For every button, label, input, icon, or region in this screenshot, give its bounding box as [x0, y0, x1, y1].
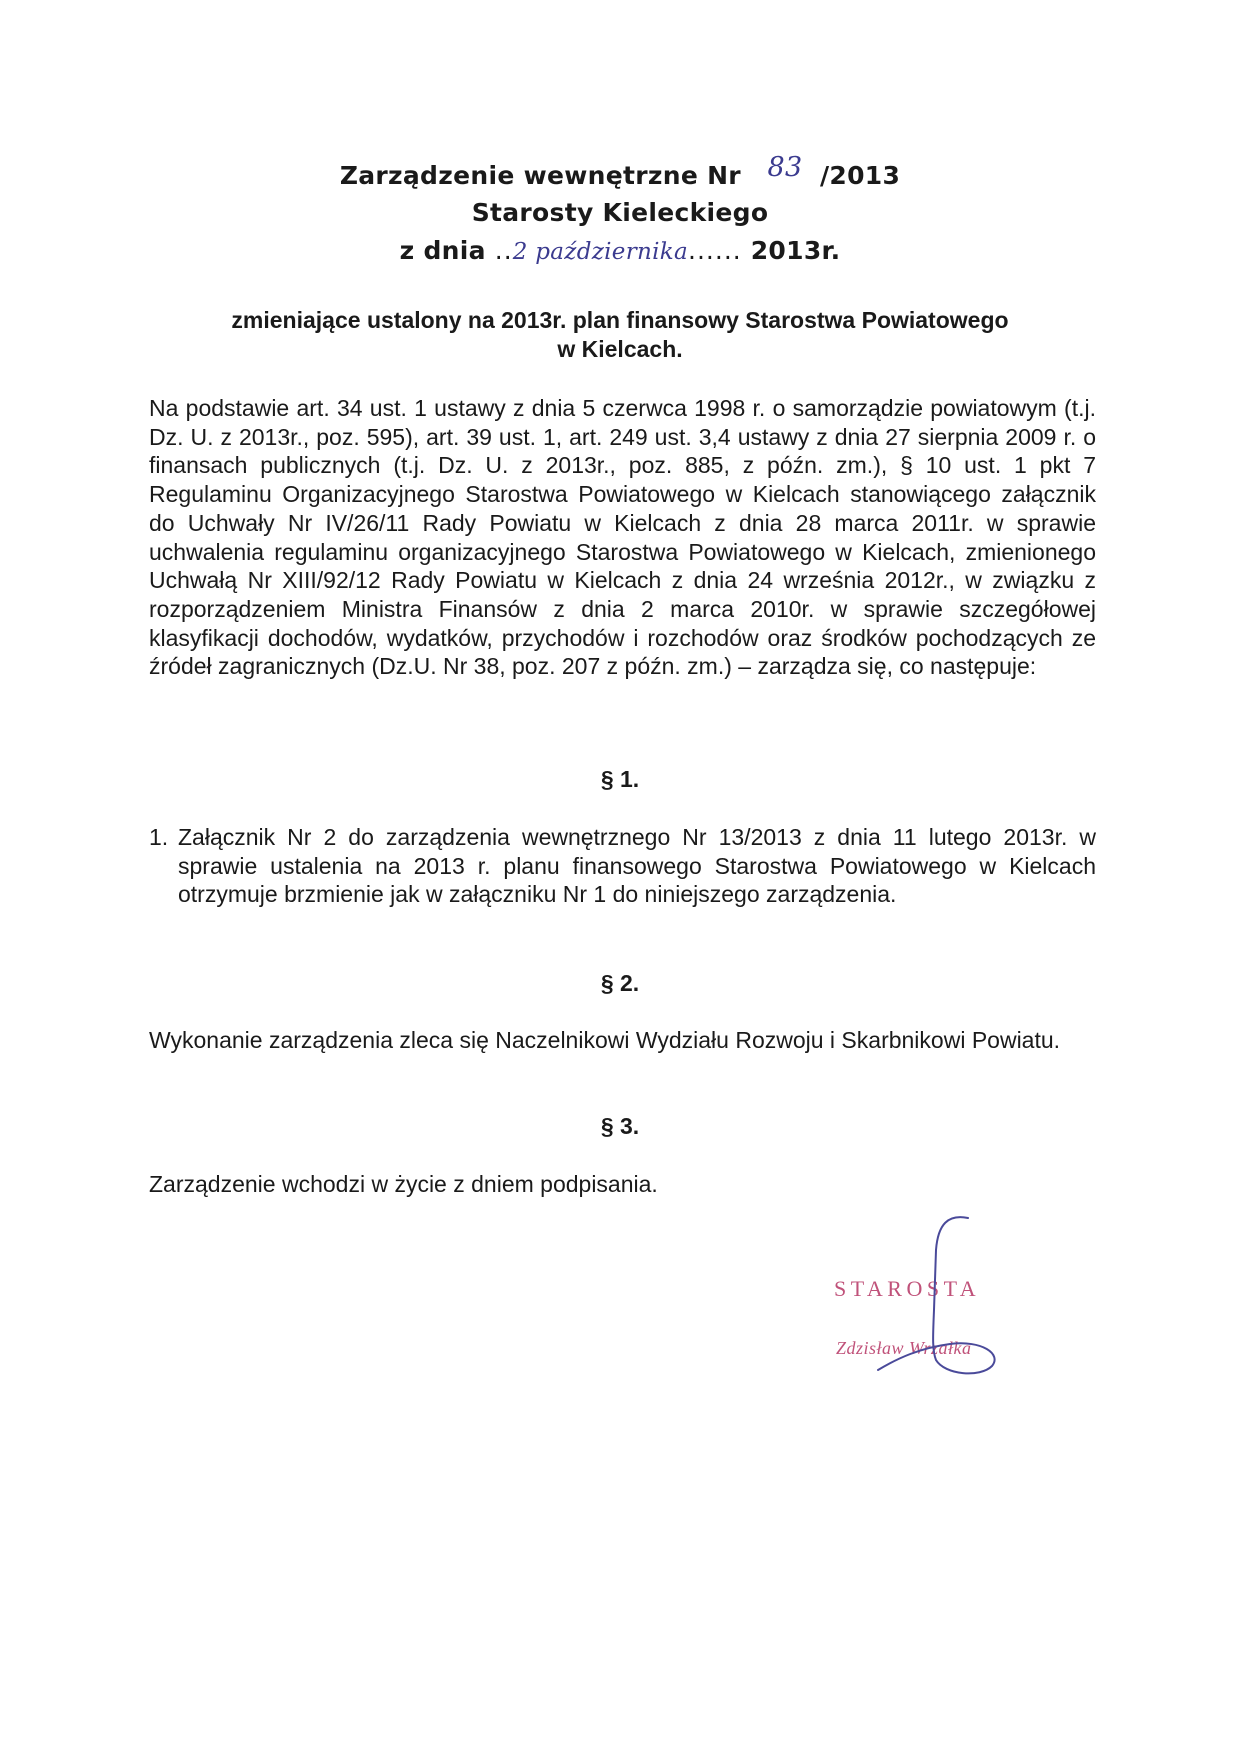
subtitle-line-1: zmieniające ustalony na 2013r. plan finansowy Starostwa Powiatowego — [231, 307, 1009, 333]
document-title-line-1 — [0, 152, 1240, 191]
subtitle-line-2: w Kielcach. — [557, 336, 683, 362]
official-stamp — [820, 1210, 1020, 1390]
handwritten-signature — [820, 1210, 1020, 1390]
title-prefix: Zarządzenie wewnętrzne Nr — [339, 161, 741, 190]
handwritten-date: 2 października — [512, 239, 689, 265]
stamp-title: STAROSTA — [834, 1276, 981, 1301]
date-dots-right: ...... — [688, 236, 742, 265]
document-title-line-2: Starosty Kieleckiego — [471, 198, 769, 227]
document-title-line-3 — [0, 236, 1240, 265]
legal-basis-paragraph: Na podstawie art. 34 ust. 1 ustawy z dnia 5 czerwca 1998 r. o samorządzie powiatowym (t.j. Dz. U. z 2013r., poz. 595), art. 39 ust. 1, art. 249 ust. 3,4 ustawy z dnia 27 sierpnia 2009 r. o finansach publicznych (t.j. Dz. U. z 2013r., poz. 885, z późn. zm.), § 10 ust. 1 pkt 7 Regulaminu Organizacyjnego Starostwa Powiatowego w Kielcach stanowiącego załącznik do Uchwały Nr IV/26/11 Rady Powiatu w Kielcach z dnia 28 marca 2011r. w sprawie uchwalenia regulaminu organizacyjnego Starostwa Powiatowego w Kielcach, zmienionego Uchwałą Nr XIII/92/12 Rady Powiatu w Kielcach z dnia 24 września 2012r., w związku z rozporządzeniem Ministra Finansów z dnia 2 marca 2010r. w sprawie szczegółowej klasyfikacji dochodów, wydatków, przychodów i rozchodów oraz środków pochodzących ze źródeł zagranicznych (Dz.U. Nr 38, poz. 207 z późn. zm.) – zarządza się, co następuje: — [149, 395, 1096, 680]
handwritten-number: 83 — [767, 152, 803, 183]
section-1-item — [149, 823, 1096, 909]
item-number: 1. — [149, 824, 169, 850]
section-2-text: Wykonanie zarządzenia zleca się Naczelnikowi Wydziału Rozwoju i Skarbnikowi Powiatu. — [149, 1027, 1061, 1053]
document-subtitle — [0, 306, 1240, 364]
section-mark-3: § 3. — [600, 1113, 640, 1139]
date-dots-left: .. — [494, 236, 513, 265]
section-3-text: Zarządzenie wchodzi w życie z dniem podpisania. — [149, 1171, 658, 1197]
section-mark-2: § 2. — [600, 970, 640, 996]
item-text: Załącznik Nr 2 do zarządzenia wewnętrznego Nr 13/2013 z dnia 11 lutego 2013r. w sprawie ustalenia na 2013 r. planu finansowego Starostwa Powiatowego w Kielcach otrzymuje brzmienie jak w załączniku Nr 1 do niniejszego zarządzenia. — [178, 824, 1096, 908]
title-year: /2013 — [819, 161, 901, 190]
stamp-name: Zdzisław Wrzałka — [836, 1338, 972, 1358]
date-prefix: z dnia — [399, 236, 486, 265]
date-year: 2013r. — [750, 236, 841, 265]
section-mark-1: § 1. — [600, 766, 640, 792]
